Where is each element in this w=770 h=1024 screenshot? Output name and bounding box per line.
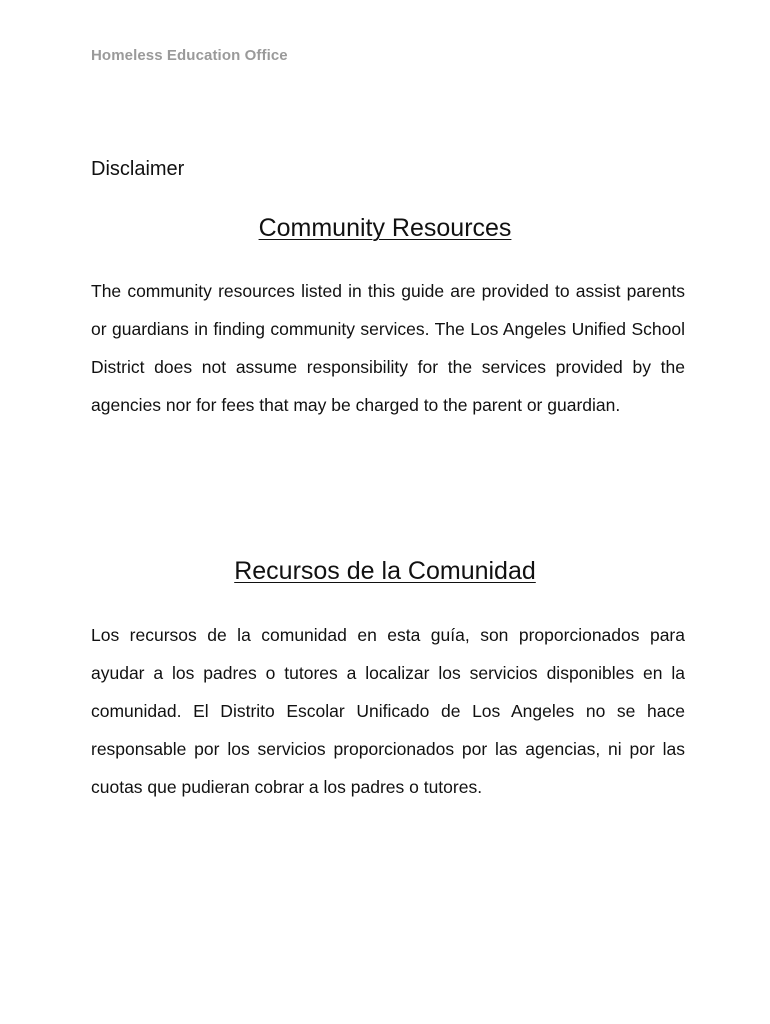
community-resources-paragraph: The community resources listed in this guide are provided to assist parents or guardians in finding community services. The Los Angeles Unified School District does not assume responsibility for the services provided by the agencies nor for fees that may be charged to the parent or guardian. [91,281,685,415]
page-header: Homeless Education Office [91,47,288,64]
recursos-comunidad-heading: Recursos de la Comunidad [234,557,536,585]
community-resources-heading: Community Resources [258,214,512,242]
disclaimer-label: Disclaimer [91,158,185,180]
recursos-comunidad-paragraph: Los recursos de la comunidad en esta guía, son proporcionados para ayudar a los padres o tutores a localizar los servicios disponibles en la comunidad. El Distrito Escolar Unificado de Los Angeles no se hace responsable por los servicios proporcionados por las agencias, ni por las cuotas que pudieran cobrar a los padres o tutores. [91,625,685,797]
